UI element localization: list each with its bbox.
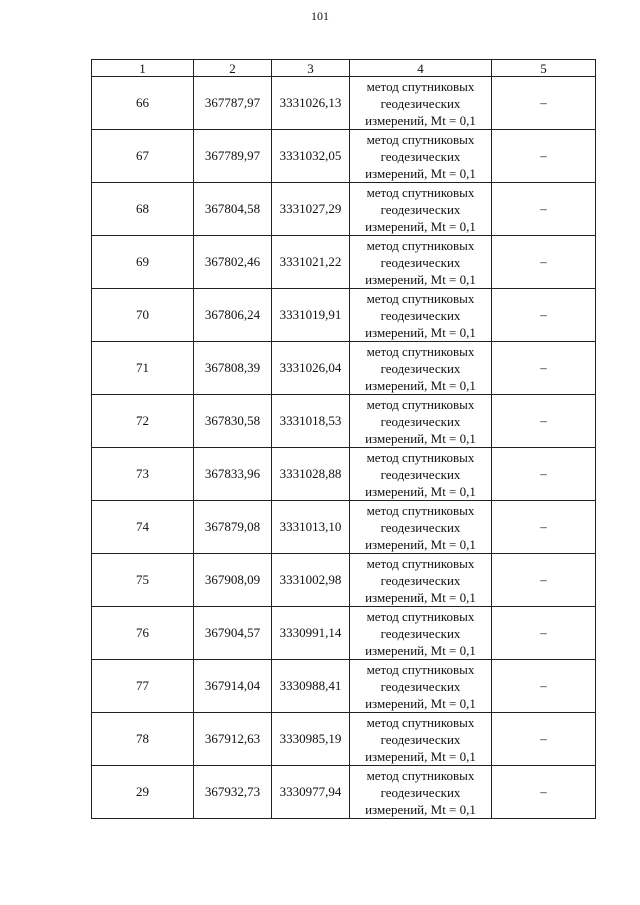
method-line: измерений, Mt = 0,1 [365,112,476,128]
method-line: геодезических [380,148,461,164]
table-row [92,395,596,448]
table-row [92,713,596,766]
page-number: 101 [311,9,329,23]
method-line: геодезических [380,360,461,376]
y-coordinate-cell: 3331002,98 [272,554,350,607]
y-coordinate-cell: 3331027,29 [272,183,350,236]
method-line: измерений, Mt = 0,1 [365,324,476,340]
x-coordinate-cell: 367914,04 [194,660,272,713]
table-row [92,236,596,289]
table-header-row [92,60,596,77]
method-line: геодезических [380,572,461,588]
column-header: 2 [194,60,272,77]
method-line: геодезических [380,519,461,535]
point-number-cell: 68 [92,183,194,236]
method-line: измерений, Mt = 0,1 [365,483,476,499]
method-line: измерений, Mt = 0,1 [365,536,476,552]
method-line: геодезических [380,466,461,482]
table-row [92,342,596,395]
method-cell [350,236,492,289]
column-header: 4 [350,60,492,77]
method-line: геодезических [380,95,461,111]
y-coordinate-cell: 3331026,13 [272,77,350,130]
point-number-cell: 72 [92,395,194,448]
x-coordinate-cell: 367804,58 [194,183,272,236]
x-coordinate-cell: 367879,08 [194,501,272,554]
x-coordinate-cell: 367912,63 [194,713,272,766]
method-line: метод спутниковых [366,78,475,94]
method-line: измерений, Mt = 0,1 [365,377,476,393]
point-number-cell: 71 [92,342,194,395]
column-header: 3 [272,60,350,77]
method-line: метод спутниковых [366,767,475,783]
y-coordinate-cell: 3331028,88 [272,448,350,501]
method-line: геодезических [380,254,461,270]
x-coordinate-cell: 367789,97 [194,130,272,183]
method-cell [350,660,492,713]
column-header: 5 [492,60,596,77]
note-cell: – [492,660,596,713]
note-cell: – [492,77,596,130]
method-cell [350,448,492,501]
table-row [92,448,596,501]
y-coordinate-cell: 3330988,41 [272,660,350,713]
method-cell [350,77,492,130]
y-coordinate-cell: 3331018,53 [272,395,350,448]
y-coordinate-cell: 3331032,05 [272,130,350,183]
table-row [92,77,596,130]
method-line: геодезических [380,413,461,429]
y-coordinate-cell: 3330985,19 [272,713,350,766]
method-line: метод спутниковых [366,661,475,677]
note-cell: – [492,713,596,766]
point-number-cell: 67 [92,130,194,183]
point-number-cell: 77 [92,660,194,713]
y-coordinate-cell: 3331013,10 [272,501,350,554]
table-row [92,183,596,236]
method-line: метод спутниковых [366,714,475,730]
method-line: измерений, Mt = 0,1 [365,642,476,658]
method-line: метод спутниковых [366,502,475,518]
method-line: измерений, Mt = 0,1 [365,801,476,817]
method-line: метод спутниковых [366,343,475,359]
column-header: 1 [92,60,194,77]
table-row [92,289,596,342]
coordinates-table [91,59,596,819]
y-coordinate-cell: 3330991,14 [272,607,350,660]
note-cell: – [492,766,596,819]
method-line: метод спутниковых [366,449,475,465]
method-line: измерений, Mt = 0,1 [365,165,476,181]
method-line: метод спутниковых [366,555,475,571]
x-coordinate-cell: 367787,97 [194,77,272,130]
table-row [92,130,596,183]
point-number-cell: 78 [92,713,194,766]
table-row [92,501,596,554]
table-row [92,607,596,660]
method-line: геодезических [380,625,461,641]
method-line: геодезических [380,307,461,323]
note-cell: – [492,130,596,183]
method-line: метод спутниковых [366,608,475,624]
x-coordinate-cell: 367904,57 [194,607,272,660]
note-cell: – [492,183,596,236]
y-coordinate-cell: 3330977,94 [272,766,350,819]
note-cell: – [492,236,596,289]
note-cell: – [492,448,596,501]
x-coordinate-cell: 367808,39 [194,342,272,395]
note-cell: – [492,342,596,395]
method-line: метод спутниковых [366,184,475,200]
y-coordinate-cell: 3331026,04 [272,342,350,395]
method-line: метод спутниковых [366,131,475,147]
table-row [92,660,596,713]
method-line: измерений, Mt = 0,1 [365,218,476,234]
method-cell [350,766,492,819]
method-line: метод спутниковых [366,396,475,412]
method-cell [350,342,492,395]
method-cell [350,501,492,554]
point-number-cell: 69 [92,236,194,289]
note-cell: – [492,607,596,660]
method-cell [350,130,492,183]
note-cell: – [492,554,596,607]
x-coordinate-cell: 367833,96 [194,448,272,501]
y-coordinate-cell: 3331019,91 [272,289,350,342]
method-line: метод спутниковых [366,290,475,306]
point-number-cell: 73 [92,448,194,501]
point-number-cell: 70 [92,289,194,342]
method-cell [350,395,492,448]
method-line: измерений, Mt = 0,1 [365,695,476,711]
method-line: метод спутниковых [366,237,475,253]
point-number-cell: 76 [92,607,194,660]
x-coordinate-cell: 367806,24 [194,289,272,342]
x-coordinate-cell: 367802,46 [194,236,272,289]
table-row [92,554,596,607]
note-cell: – [492,501,596,554]
x-coordinate-cell: 367908,09 [194,554,272,607]
point-number-cell: 66 [92,77,194,130]
x-coordinate-cell: 367830,58 [194,395,272,448]
method-line: измерений, Mt = 0,1 [365,430,476,446]
x-coordinate-cell: 367932,73 [194,766,272,819]
note-cell: – [492,289,596,342]
point-number-cell: 75 [92,554,194,607]
point-number-cell: 29 [92,766,194,819]
method-line: геодезических [380,678,461,694]
method-line: геодезических [380,201,461,217]
method-line: измерений, Mt = 0,1 [365,748,476,764]
method-line: измерений, Mt = 0,1 [365,271,476,287]
method-cell [350,607,492,660]
method-cell [350,713,492,766]
point-number-cell: 74 [92,501,194,554]
method-line: измерений, Mt = 0,1 [365,589,476,605]
method-line: геодезических [380,784,461,800]
y-coordinate-cell: 3331021,22 [272,236,350,289]
table-row [92,766,596,819]
method-cell [350,554,492,607]
note-cell: – [492,395,596,448]
method-cell [350,289,492,342]
method-cell [350,183,492,236]
method-line: геодезических [380,731,461,747]
